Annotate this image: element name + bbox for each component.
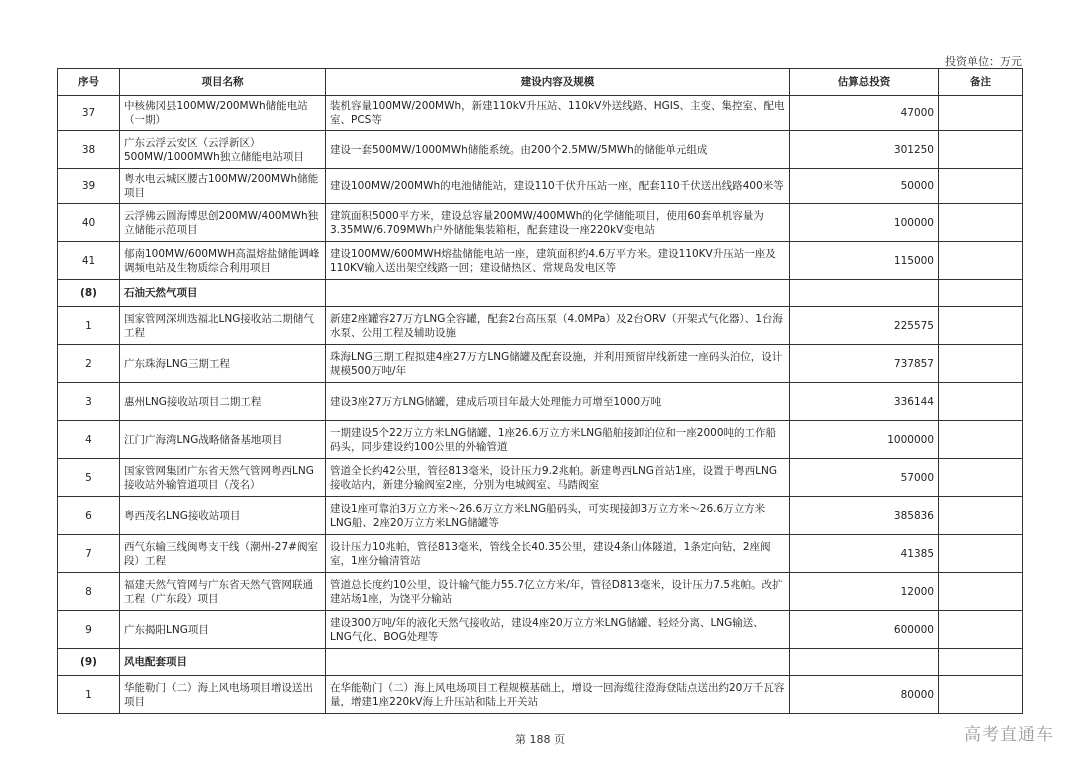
row-project-name: 国家管网集团广东省天然气管网粤西LNG接收站外输管道项目（茂名） xyxy=(120,459,326,497)
table-row xyxy=(58,96,1023,131)
row-content: 建设一套500MW/1000MWh储能系统。由200个2.5MW/5MWh的储能单元组成 xyxy=(326,131,790,169)
table-header-row xyxy=(58,69,1023,96)
row-project-name: 中核佛冈县100MW/200MWh储能电站（一期） xyxy=(120,96,326,131)
row-investment: 80000 xyxy=(790,676,939,714)
table-row xyxy=(58,535,1023,573)
project-table xyxy=(57,68,1023,714)
row-investment: 50000 xyxy=(790,169,939,204)
row-content: 建设100MW/200MWh的电池储能站，建设110千伏升压站一座，配套110千伏送出线路400米等 xyxy=(326,169,790,204)
row-investment: 41385 xyxy=(790,535,939,573)
row-investment: 115000 xyxy=(790,242,939,280)
section-row-wind-power xyxy=(58,649,1023,676)
table-row xyxy=(58,573,1023,611)
row-remark xyxy=(939,169,1023,204)
row-no: 9 xyxy=(58,611,120,649)
row-content: 建设3座27万方LNG储罐，建成后项目年最大处理能力可增至1000万吨 xyxy=(326,383,790,421)
row-content: 建设300万吨/年的液化天然气接收站，建设4座20万立方米LNG储罐、轻烃分离、LNG输送、LNG气化、BOG处理等 xyxy=(326,611,790,649)
row-content: 珠海LNG三期工程拟建4座27万方LNG储罐及配套设施，并利用预留岸线新建一座码头泊位，设计规模500万吨/年 xyxy=(326,345,790,383)
row-no: 39 xyxy=(58,169,120,204)
table-row xyxy=(58,676,1023,714)
row-project-name: 郁南100MW/600MWH高温熔盐储能调峰调频电站及生物质综合利用项目 xyxy=(120,242,326,280)
row-project-name: 西气东输三线闽粤支干线（潮州-27#阀室段）工程 xyxy=(120,535,326,573)
table-row xyxy=(58,497,1023,535)
row-no: 1 xyxy=(58,307,120,345)
table-row xyxy=(58,459,1023,497)
row-project-name: 国家管网深圳迭福北LNG接收站二期储气工程 xyxy=(120,307,326,345)
watermark: 高考直通车 xyxy=(964,725,1054,745)
row-investment: 301250 xyxy=(790,131,939,169)
row-investment: 100000 xyxy=(790,204,939,242)
table-row xyxy=(58,383,1023,421)
page-number: 第 188 页 xyxy=(515,733,565,746)
row-content: 管道全长约42公里，管径813毫米，设计压力9.2兆帕。新建粤西LNG首站1座，设置于粤西LNG接收站内，新建分输阀室2座，分别为电城阀室、马踏阀室 xyxy=(326,459,790,497)
header-investment: 估算总投资 xyxy=(790,69,939,96)
row-remark xyxy=(939,345,1023,383)
row-content: 新建2座罐容27万方LNG全容罐，配套2台高压泵（4.0MPa）及2台ORV（开架式气化器）、1台海水泵、公用工程及辅助设施 xyxy=(326,307,790,345)
row-project-name: 广东云浮云安区（云浮新区）500MW/1000MWh独立储能电站项目 xyxy=(120,131,326,169)
section-row-oil-gas xyxy=(58,280,1023,307)
investment-unit-label: 投资单位：万元 xyxy=(945,55,1022,68)
row-content: 建设100MW/600MWH熔盐储能电站一座，建筑面积约4.6万平方米。建设110KV升压站一座及110KV输入送出架空线路一回；建设储热区、常规岛发电区等 xyxy=(326,242,790,280)
row-remark xyxy=(939,676,1023,714)
row-project-name: 粤西茂名LNG接收站项目 xyxy=(120,497,326,535)
row-no: 1 xyxy=(58,676,120,714)
row-project-name: 江门广海湾LNG战略储备基地项目 xyxy=(120,421,326,459)
row-content: 管道总长度约10公里，设计输气能力55.7亿立方米/年，管径D813毫米，设计压力7.5兆帕。改扩建站场1座，为饶平分输站 xyxy=(326,573,790,611)
table-row xyxy=(58,421,1023,459)
row-remark xyxy=(939,535,1023,573)
row-no: 8 xyxy=(58,573,120,611)
row-project-name: 广东揭阳LNG项目 xyxy=(120,611,326,649)
section-title: 石油天然气项目 xyxy=(120,280,326,307)
row-no: 6 xyxy=(58,497,120,535)
row-remark xyxy=(939,383,1023,421)
row-remark xyxy=(939,421,1023,459)
row-no: 2 xyxy=(58,345,120,383)
row-remark xyxy=(939,96,1023,131)
table-row xyxy=(58,204,1023,242)
row-investment: 600000 xyxy=(790,611,939,649)
row-investment: 385836 xyxy=(790,497,939,535)
row-no: 3 xyxy=(58,383,120,421)
header-no: 序号 xyxy=(58,69,120,96)
row-project-name: 惠州LNG接收站项目二期工程 xyxy=(120,383,326,421)
row-content: 建筑面积5000平方米，建设总容量200MW/400MWh的化学储能项目，使用60套单机容量为3.35MW/6.709MWh户外储能集装箱柜，配套建设一座220kV变电站 xyxy=(326,204,790,242)
row-investment: 336144 xyxy=(790,383,939,421)
row-investment: 47000 xyxy=(790,96,939,131)
row-project-name: 云浮佛云圆海博思创200MW/400MWh独立储能示范项目 xyxy=(120,204,326,242)
row-no: 38 xyxy=(58,131,120,169)
table-row xyxy=(58,345,1023,383)
row-project-name: 广东珠海LNG三期工程 xyxy=(120,345,326,383)
row-content: 装机容量100MW/200MWh，新建110kV升压站、110kV外送线路、HGIS、主变、集控室、配电室、PCS等 xyxy=(326,96,790,131)
row-content: 建设1座可靠泊3万立方米～26.6万立方米LNG船码头，可实现接卸3万立方米～26.6万立方米LNG船、2座20万立方米LNG储罐等 xyxy=(326,497,790,535)
header-project-name: 项目名称 xyxy=(120,69,326,96)
row-remark xyxy=(939,131,1023,169)
row-investment: 12000 xyxy=(790,573,939,611)
row-no: 5 xyxy=(58,459,120,497)
row-no: 7 xyxy=(58,535,120,573)
row-no: 37 xyxy=(58,96,120,131)
row-remark xyxy=(939,611,1023,649)
table-row xyxy=(58,169,1023,204)
row-remark xyxy=(939,497,1023,535)
header-content: 建设内容及规模 xyxy=(326,69,790,96)
row-project-name: 粤水电云城区腰古100MW/200MWh储能项目 xyxy=(120,169,326,204)
row-investment: 57000 xyxy=(790,459,939,497)
row-remark xyxy=(939,307,1023,345)
row-project-name: 华能勒门（二）海上风电场项目增设送出项目 xyxy=(120,676,326,714)
row-remark xyxy=(939,459,1023,497)
row-no: 40 xyxy=(58,204,120,242)
row-content: 一期建设5个22万立方米LNG储罐、1座26.6万立方米LNG船舶接卸泊位和一座2000吨的工作船码头，同步建设约100公里的外输管道 xyxy=(326,421,790,459)
row-investment: 1000000 xyxy=(790,421,939,459)
row-remark xyxy=(939,573,1023,611)
table-row xyxy=(58,131,1023,169)
row-investment: 737857 xyxy=(790,345,939,383)
row-content: 设计压力10兆帕，管径813毫米，管线全长40.35公里，建设4条山体隧道，1条定向钻，2座阀室，1座分输清管站 xyxy=(326,535,790,573)
table-row xyxy=(58,242,1023,280)
section-title: 风电配套项目 xyxy=(120,649,326,676)
table-row xyxy=(58,611,1023,649)
row-remark xyxy=(939,242,1023,280)
row-no: 4 xyxy=(58,421,120,459)
row-investment: 225575 xyxy=(790,307,939,345)
row-remark xyxy=(939,204,1023,242)
section-no: (8) xyxy=(58,280,120,307)
row-content: 在华能勒门（二）海上风电场项目工程规模基础上，增设一回海缆往澄海登陆点送出约20万千瓦容量，增建1座220kV海上升压站和陆上开关站 xyxy=(326,676,790,714)
row-no: 41 xyxy=(58,242,120,280)
table-row xyxy=(58,307,1023,345)
row-project-name: 福建天然气管网与广东省天然气管网联通工程（广东段）项目 xyxy=(120,573,326,611)
section-no: (9) xyxy=(58,649,120,676)
header-remark: 备注 xyxy=(939,69,1023,96)
